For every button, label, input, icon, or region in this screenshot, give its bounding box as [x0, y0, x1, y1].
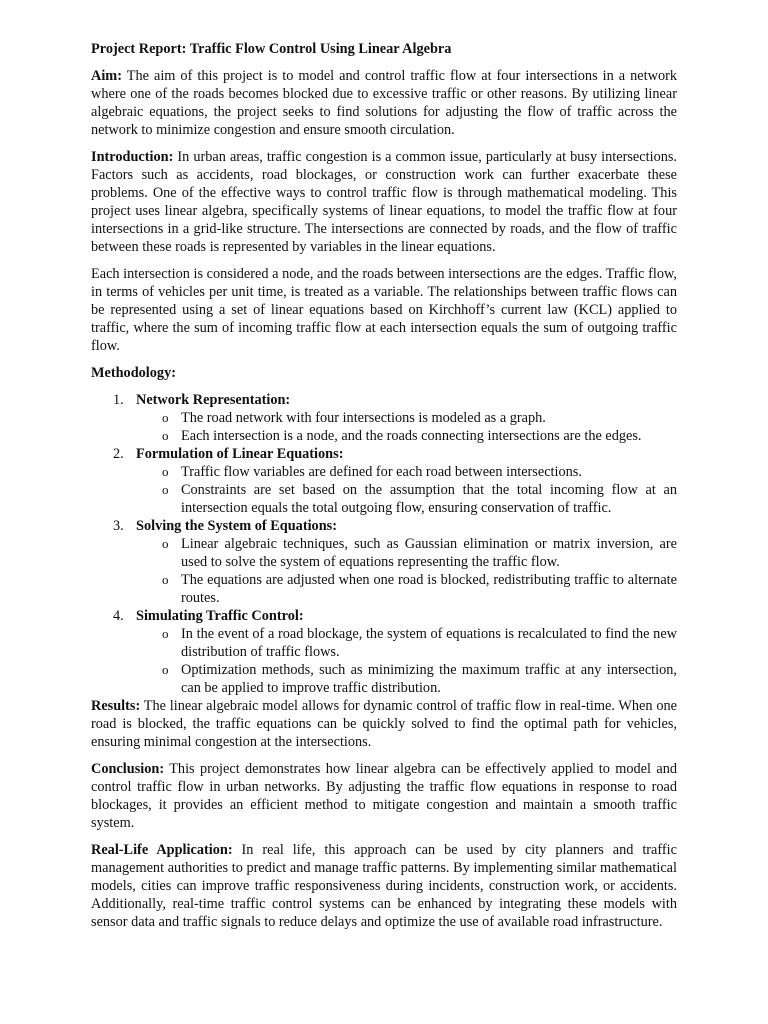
- methodology-steps: [91, 391, 677, 697]
- list-item: o Each intersection is a node, and the roads connecting intersections are the edges.: [162, 428, 642, 444]
- bullet-icon: o: [162, 464, 169, 479]
- step-bullets: [136, 535, 677, 607]
- aim-text: The aim of this project is to model and control traffic flow at four intersections in a network where one of the roads becomes blocked due to excessive traffic or other reasons. By utilizing linear algebraic equations, the project seeks to find solutions for adjusting the flow of traffic across the network to minimize congestion and ensure smooth circulation.: [91, 68, 677, 138]
- step-number: 3.: [113, 518, 124, 534]
- methodology-step: [91, 391, 677, 445]
- list-item: o The equations are adjusted when one road is blocked, redistributing traffic to alternate routes.: [162, 572, 677, 606]
- list-item: o Optimization methods, such as minimizing the maximum traffic at any intersection, can be applied to improve traffic distribution.: [162, 662, 677, 696]
- step-title: Solving the System of Equations:: [136, 518, 337, 534]
- bullet-icon: o: [162, 428, 169, 443]
- methodology-step: [91, 607, 677, 697]
- aim-label: Aim:: [91, 68, 122, 84]
- introduction-paragraph: [91, 148, 677, 256]
- results-text: The linear algebraic model allows for dynamic control of traffic flow in real-time. When one road is blocked, the traffic equations can be quickly solved to find the optimal path for vehicles, ensuring minimal congestion at the intersections.: [91, 698, 677, 750]
- bullet-icon: o: [162, 572, 169, 587]
- step-title: Formulation of Linear Equations:: [136, 446, 344, 462]
- results-paragraph: [91, 697, 677, 751]
- bullet-icon: o: [162, 482, 169, 497]
- conclusion-paragraph: [91, 760, 677, 832]
- step-bullets: [136, 625, 677, 697]
- methodology-heading: Methodology:: [91, 365, 176, 381]
- conclusion-text: This project demonstrates how linear algebra can be effectively applied to model and control traffic flow in urban networks. By adjusting the traffic flow equations in response to road blockages, it provides an efficient method to mitigate congestion and maintain a smooth traffic system.: [91, 761, 677, 831]
- list-item: o The road network with four intersections is modeled as a graph.: [162, 410, 546, 426]
- step-title: Simulating Traffic Control:: [136, 608, 304, 624]
- introduction-text: In urban areas, traffic congestion is a common issue, particularly at busy intersections. Factors such as accidents, road blockages, or construction work can further exacerbate these problems. One of the effective ways to control traffic flow is through mathematical modeling. This project uses linear algebra, specifically systems of linear equations, to model the traffic flow at four intersections in a grid-like structure. The intersections are connected by roads, and the flow of traffic between these roads is represented by variables in the linear equations.: [91, 149, 677, 255]
- aim-paragraph: [91, 67, 677, 139]
- application-text: In real life, this approach can be used by city planners and traffic management authorities to predict and manage traffic patterns. By implementing similar mathematical models, cities can improve traffic responsiveness during incidents, construction work, or accidents. Additionally, real-time traffic control systems can be enhanced by integrating these models with sensor data and traffic signals to reduce delays and optimize the use of available road infrastructure.: [91, 842, 677, 930]
- bullet-icon: o: [162, 662, 169, 677]
- bullet-icon: o: [162, 536, 169, 551]
- list-item: o Traffic flow variables are defined for each road between intersections.: [162, 464, 582, 480]
- list-item: o Constraints are set based on the assumption that the total incoming flow at an intersection equals the total outgoing flow, ensuring conservation of traffic.: [162, 482, 677, 516]
- application-paragraph: [91, 841, 677, 931]
- step-number: 1.: [113, 392, 124, 408]
- bullet-icon: o: [162, 410, 169, 425]
- step-number: 4.: [113, 608, 124, 624]
- step-number: 2.: [113, 446, 124, 462]
- conclusion-label: Conclusion:: [91, 761, 165, 777]
- methodology-step: [91, 517, 677, 607]
- methodology-step: [91, 445, 677, 517]
- list-item: o In the event of a road blockage, the system of equations is recalculated to find the new distribution of traffic flows.: [162, 626, 677, 660]
- step-title: Network Representation:: [136, 392, 291, 408]
- list-item: o Linear algebraic techniques, such as Gaussian elimination or matrix inversion, are used to solve the system of equations representing the traffic flow.: [162, 536, 677, 570]
- report-title: Project Report: Traffic Flow Control Using Linear Algebra: [91, 41, 452, 57]
- application-label: Real-Life Application:: [91, 842, 233, 858]
- step-bullets: [136, 409, 677, 445]
- introduction-label: Introduction:: [91, 149, 174, 165]
- results-label: Results:: [91, 698, 141, 714]
- introduction-paragraph-2: Each intersection is considered a node, and the roads between intersections are the edges. Traffic flow, in terms of vehicles per unit time, is treated as a variable. The relationships between traffic flows can be represented using a set of linear equations based on Kirchhoff’s current law (KCL) applied to traffic, where the sum of incoming traffic flow at each intersection equals the sum of outgoing traffic flow.: [91, 266, 677, 354]
- step-bullets: [136, 463, 677, 517]
- bullet-icon: o: [162, 626, 169, 641]
